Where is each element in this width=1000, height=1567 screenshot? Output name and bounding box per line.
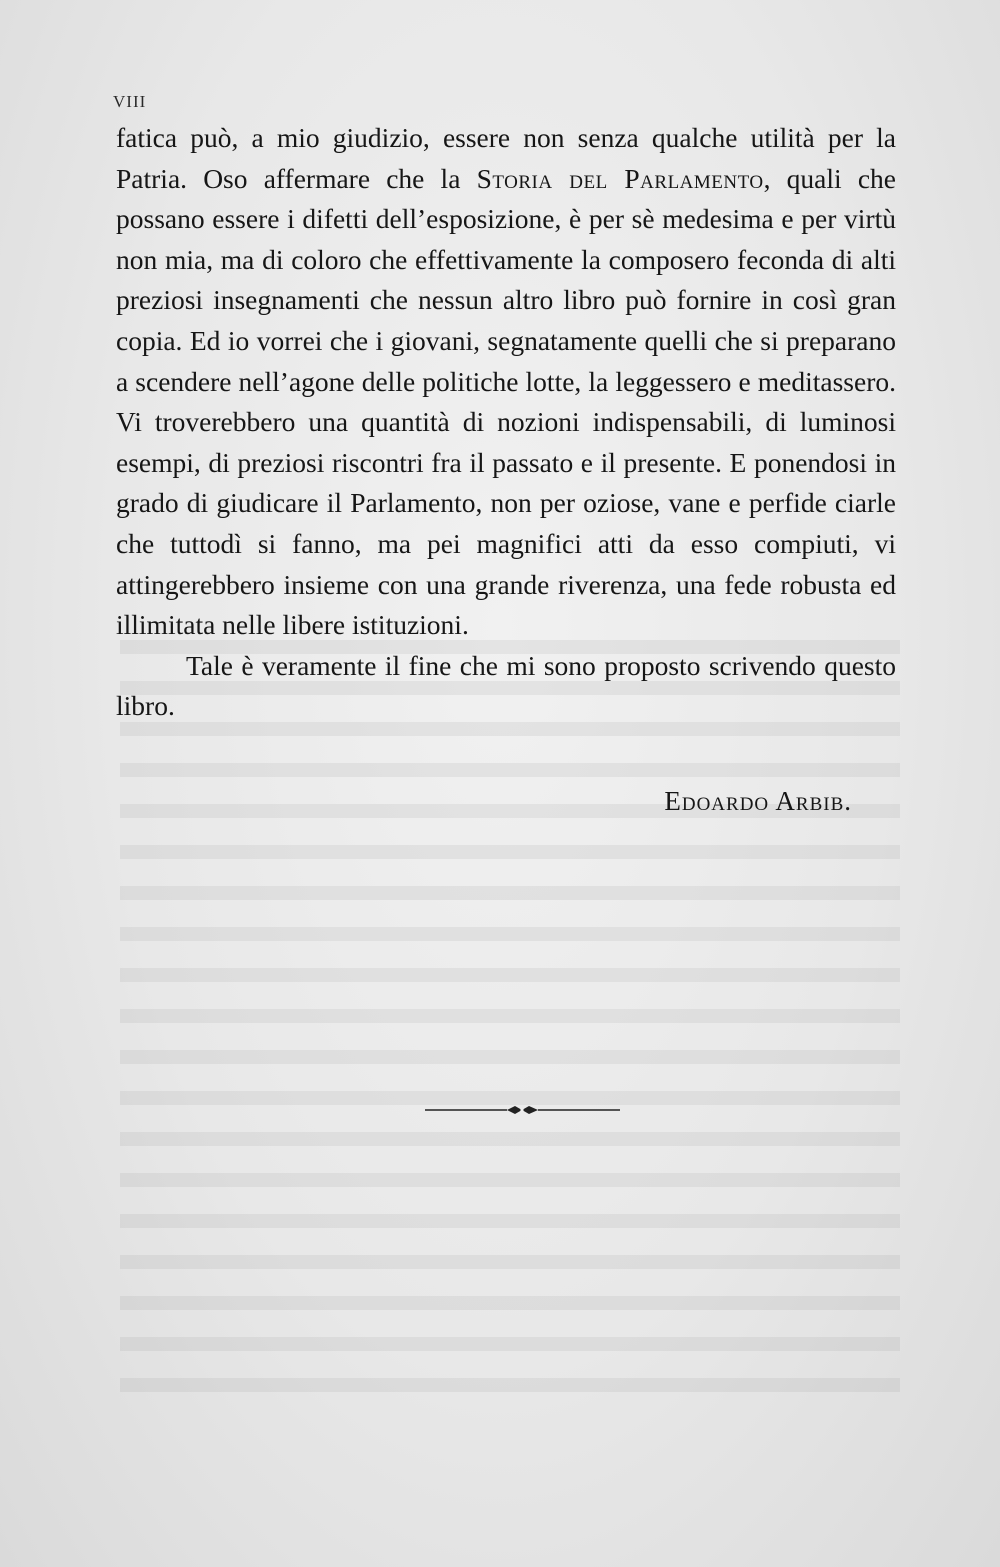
paragraph-1-end: , quali che possano essere i difetti dell’esposizione, è per sè medesima e per virtù non mia, ma di coloro che effettivamente la composero feconda di alti preziosi insegnamenti che nessun altro libro può fornire in così gran copia. Ed io vorrei che i giovani, segnatamente quelli che si preparano a scendere nell’agone delle politiche lotte, la leggessero e meditassero. Vi troverebbero una quantità di nozioni indispensabili, di luminosi esempi, di preziosi riscontri fra il passato e il presente. E ponendosi in grado di giudicare il Parlamento, non per oziose, vane e perfide ciarle che tuttodì si fanno, ma pei magnifici atti da esso compiuti, vi attingerebbero insieme con una grande riverenza, una fede robusta ed illimitata nelle libere istituzioni. bbox=[116, 162, 896, 641]
paragraph-2: Tale è veramente il fine che mi sono proposto scrivendo questo libro. bbox=[116, 649, 896, 722]
page-number: VIII bbox=[113, 92, 147, 111]
paragraph-1-start: fatica può, a mio giudizio, essere non senza qualche utilità per la Patria. Oso affermare che la bbox=[116, 122, 896, 194]
main-text bbox=[116, 118, 896, 727]
author-signature: Edoardo Arbib. bbox=[664, 786, 852, 816]
work-title: Storia del Parlamento bbox=[476, 162, 764, 194]
divider-ornament bbox=[425, 1103, 620, 1117]
show-through-texture bbox=[120, 640, 900, 1400]
paragraph-1 bbox=[116, 118, 896, 646]
